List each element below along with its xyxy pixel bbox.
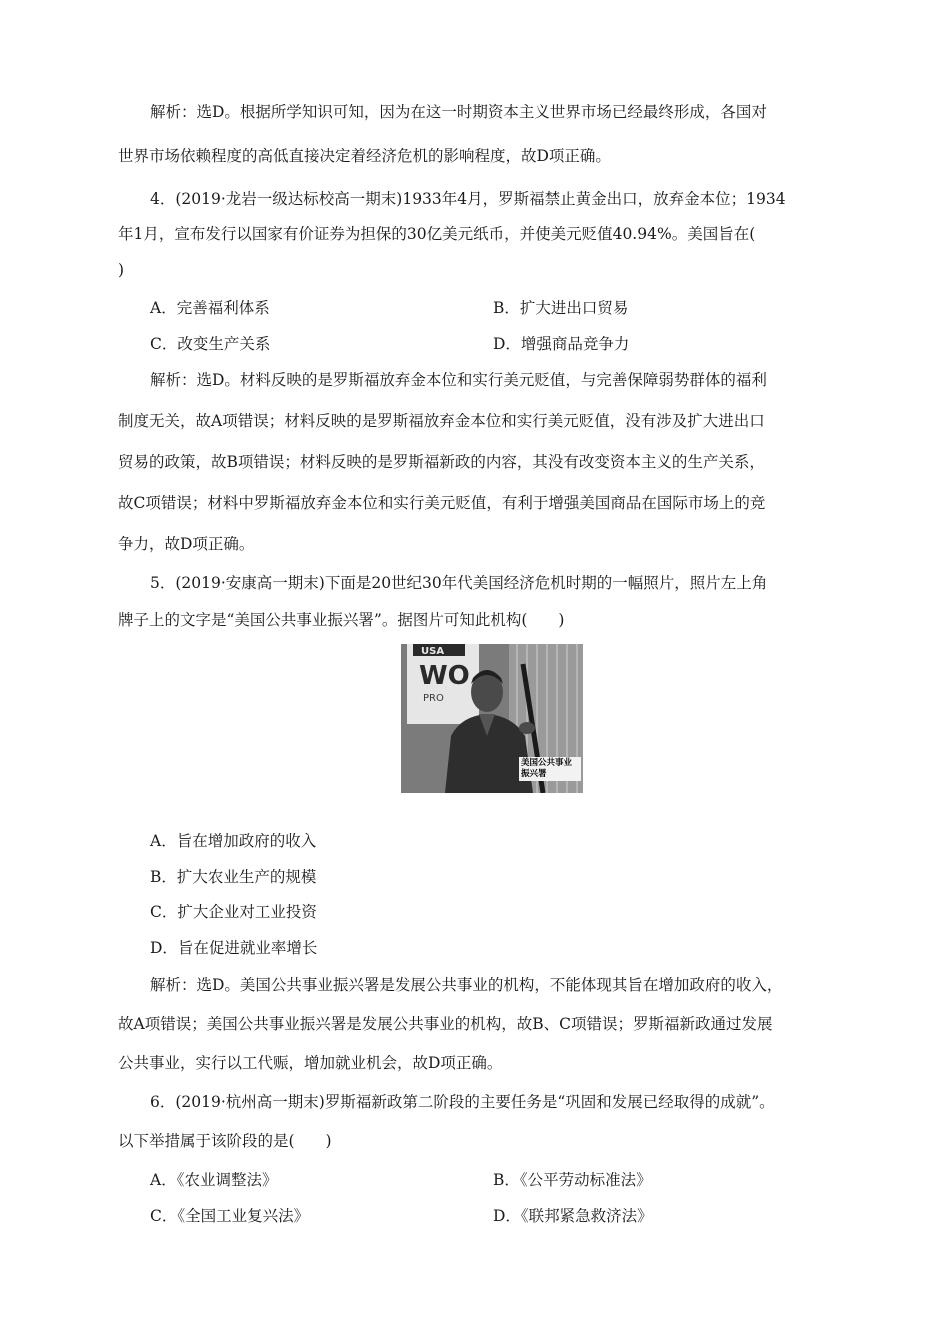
question-6-line2: 以下举措属于该阶段的是( ) bbox=[118, 1132, 332, 1150]
sign-text-pro: PRO bbox=[423, 693, 444, 704]
analysis-q3-line2: 世界市场依赖程度的高低直接决定着经济危机的影响程度，故D项正确。 bbox=[118, 147, 611, 165]
q6-option-a: A．《农业调整法》 bbox=[150, 1171, 278, 1189]
q6-option-b: B．《公平劳动标准法》 bbox=[493, 1171, 652, 1189]
q6-option-c: C．《全国工业复兴法》 bbox=[150, 1207, 310, 1225]
question-4-line1: 4．(2019·龙岩一级达标校高一期末)1933年4月，罗斯福禁止黄金出口，放弃金本位；1934 bbox=[150, 190, 786, 208]
question-4-line2: 年1月，宣布发行以国家有价证券为担保的30亿美元纸币，并使美元贬值40.94%。美国旨在( bbox=[118, 225, 756, 243]
analysis-q5-line3: 公共事业，实行以工代赈，增加就业机会，故D项正确。 bbox=[118, 1054, 503, 1072]
question-5-line2: 牌子上的文字是“美国公共事业振兴署”。据图片可知此机构( ) bbox=[118, 611, 565, 629]
q5-option-a: A．旨在增加政府的收入 bbox=[150, 832, 317, 850]
q4-option-d: D．增强商品竞争力 bbox=[493, 335, 630, 353]
photo-caption: 美国公共事业振兴署 bbox=[519, 757, 581, 781]
analysis-q5-line1: 解析：选D。美国公共事业振兴署是发展公共事业的机构，不能体现其旨在增加政府的收入， bbox=[150, 976, 783, 994]
analysis-q4-line5: 争力，故D项正确。 bbox=[118, 535, 255, 553]
analysis-q4-line1: 解析：选D。材料反映的是罗斯福放弃金本位和实行美元贬值，与完善保障弱势群体的福利 bbox=[150, 371, 767, 389]
analysis-q5-line2: 故A项错误；美国公共事业振兴署是发展公共事业的机构，故B、C项错误；罗斯福新政通过发展 bbox=[118, 1015, 773, 1033]
question-5-line1: 5．(2019·安康高一期末)下面是20世纪30年代美国经济危机时期的一幅照片，照片左上角 bbox=[150, 574, 768, 592]
question-4-line3: ) bbox=[118, 261, 125, 279]
q5-option-c: C．扩大企业对工业投资 bbox=[150, 903, 317, 921]
q5-option-d: D．旨在促进就业率增长 bbox=[150, 939, 318, 957]
q4-option-a: A．完善福利体系 bbox=[150, 299, 270, 317]
q5-option-b: B．扩大农业生产的规模 bbox=[150, 868, 317, 886]
q6-option-d: D．《联邦紧急救济法》 bbox=[493, 1207, 653, 1225]
analysis-q3-line1: 解析：选D。根据所学知识可知，因为在这一时期资本主义世界市场已经最终形成，各国对 bbox=[150, 103, 767, 121]
q4-option-c: C．改变生产关系 bbox=[150, 335, 271, 353]
q4-option-b: B．扩大进出口贸易 bbox=[493, 299, 629, 317]
question-6-line1: 6．(2019·杭州高一期末)罗斯福新政第二阶段的主要任务是“巩固和发展已经取得的成就”。 bbox=[150, 1093, 775, 1111]
sign-text-wo: WO bbox=[419, 661, 470, 691]
sign-text-usa: USA bbox=[421, 646, 445, 657]
wpa-worker-photo bbox=[401, 644, 583, 793]
analysis-q4-line3: 贸易的政策，故B项错误；材料反映的是罗斯福新政的内容，其没有改变资本主义的生产关系， bbox=[118, 453, 765, 471]
analysis-q4-line2: 制度无关，故A项错误；材料反映的是罗斯福放弃金本位和实行美元贬值，没有涉及扩大进出口 bbox=[118, 412, 765, 430]
analysis-q4-line4: 故C项错误；材料中罗斯福放弃金本位和实行美元贬值，有利于增强美国商品在国际市场上的竞 bbox=[118, 494, 766, 512]
